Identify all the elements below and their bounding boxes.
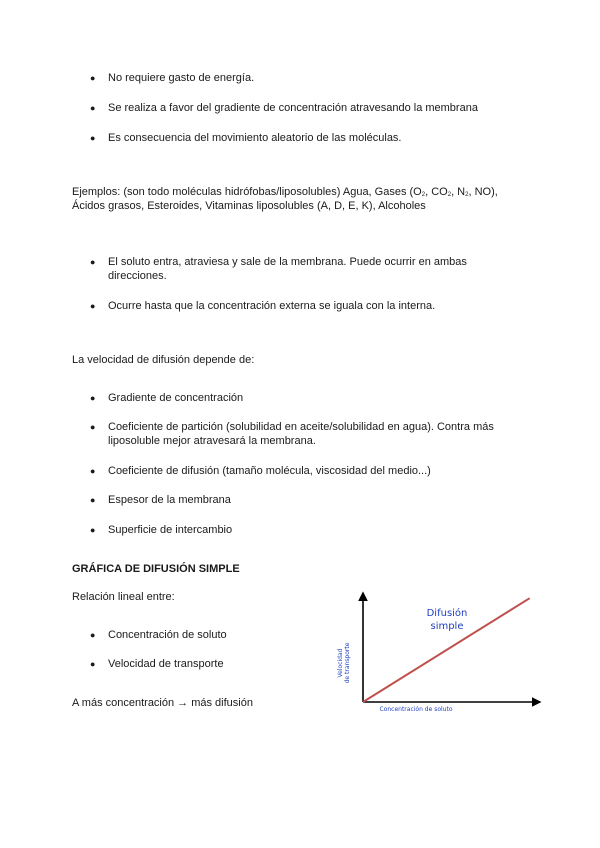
subscript: 2 <box>465 192 469 198</box>
chart-title: Difusión <box>426 608 468 619</box>
bullet: ● <box>90 466 96 476</box>
list-item: Velocidad de transporte <box>108 658 224 670</box>
chart-title: simple <box>430 621 464 632</box>
examples-text: , CO <box>425 186 448 198</box>
list-item: No requiere gasto de energía. <box>108 72 255 84</box>
examples-text: , N <box>451 186 466 198</box>
list-item: Se realiza a favor del gradiente de concentración atravesando la membrana <box>108 102 478 114</box>
list-item-line: direcciones. <box>108 270 167 282</box>
examples-text: , NO), <box>468 186 498 198</box>
list-item: Espesor de la membrana <box>108 494 231 506</box>
examples-line-1 <box>72 185 498 199</box>
bullet: ● <box>90 393 96 403</box>
bullet: ● <box>90 133 96 143</box>
bullet: ● <box>90 495 96 505</box>
list-item: Superficie de intercambio <box>108 524 233 536</box>
y-axis-label: de transporte <box>344 642 351 684</box>
bullet: ● <box>90 257 96 267</box>
list-item <box>108 255 528 283</box>
bullet: ● <box>90 103 96 113</box>
x-axis-label: Concentración de soluto <box>379 706 453 713</box>
diffusion-chart <box>312 588 548 718</box>
graph-conclusion: A más concentración → más difusión <box>72 697 253 709</box>
list-item: Es consecuencia del movimiento aleatorio de las moléculas. <box>108 132 402 144</box>
examples-line-2: Ácidos grasos, Esteroides, Vitaminas liposolubles (A, D, E, K), Alcoholes <box>72 200 426 212</box>
bullet: ● <box>90 525 96 535</box>
bullet: ● <box>90 630 96 640</box>
velocity-intro: La velocidad de difusión depende de: <box>72 354 255 366</box>
list-item: Coeficiente de difusión (tamaño molécula, viscosidad del medio...) <box>108 465 431 477</box>
section-heading: GRÁFICA DE DIFUSIÓN SIMPLE <box>72 563 240 575</box>
bullet: ● <box>90 73 96 83</box>
examples-text: Ejemplos: (son todo moléculas hidrófobas/liposolubles) Agua, Gases (O <box>72 186 422 198</box>
list-item: Concentración de soluto <box>108 629 227 641</box>
subscript: 2 <box>421 192 426 198</box>
bullet: ● <box>90 659 96 669</box>
bullet: ● <box>90 301 96 311</box>
bullet: ● <box>90 422 96 432</box>
list-item <box>108 420 528 448</box>
list-item-line: El soluto entra, atraviesa y sale de la membrana. Puede ocurrir en ambas <box>108 256 467 268</box>
list-item-line: liposoluble mejor atravesará la membrana. <box>108 435 316 447</box>
subscript: 2 <box>447 192 452 198</box>
list-item: Ocurre hasta que la concentración externa se iguala con la interna. <box>108 300 436 312</box>
list-item-line: Coeficiente de partición (solubilidad en aceite/solubilidad en agua). Contra más <box>108 421 494 433</box>
y-axis-label: Velocidad <box>337 648 344 678</box>
graph-intro: Relación lineal entre: <box>72 591 175 603</box>
list-item: Gradiente de concentración <box>108 392 244 404</box>
